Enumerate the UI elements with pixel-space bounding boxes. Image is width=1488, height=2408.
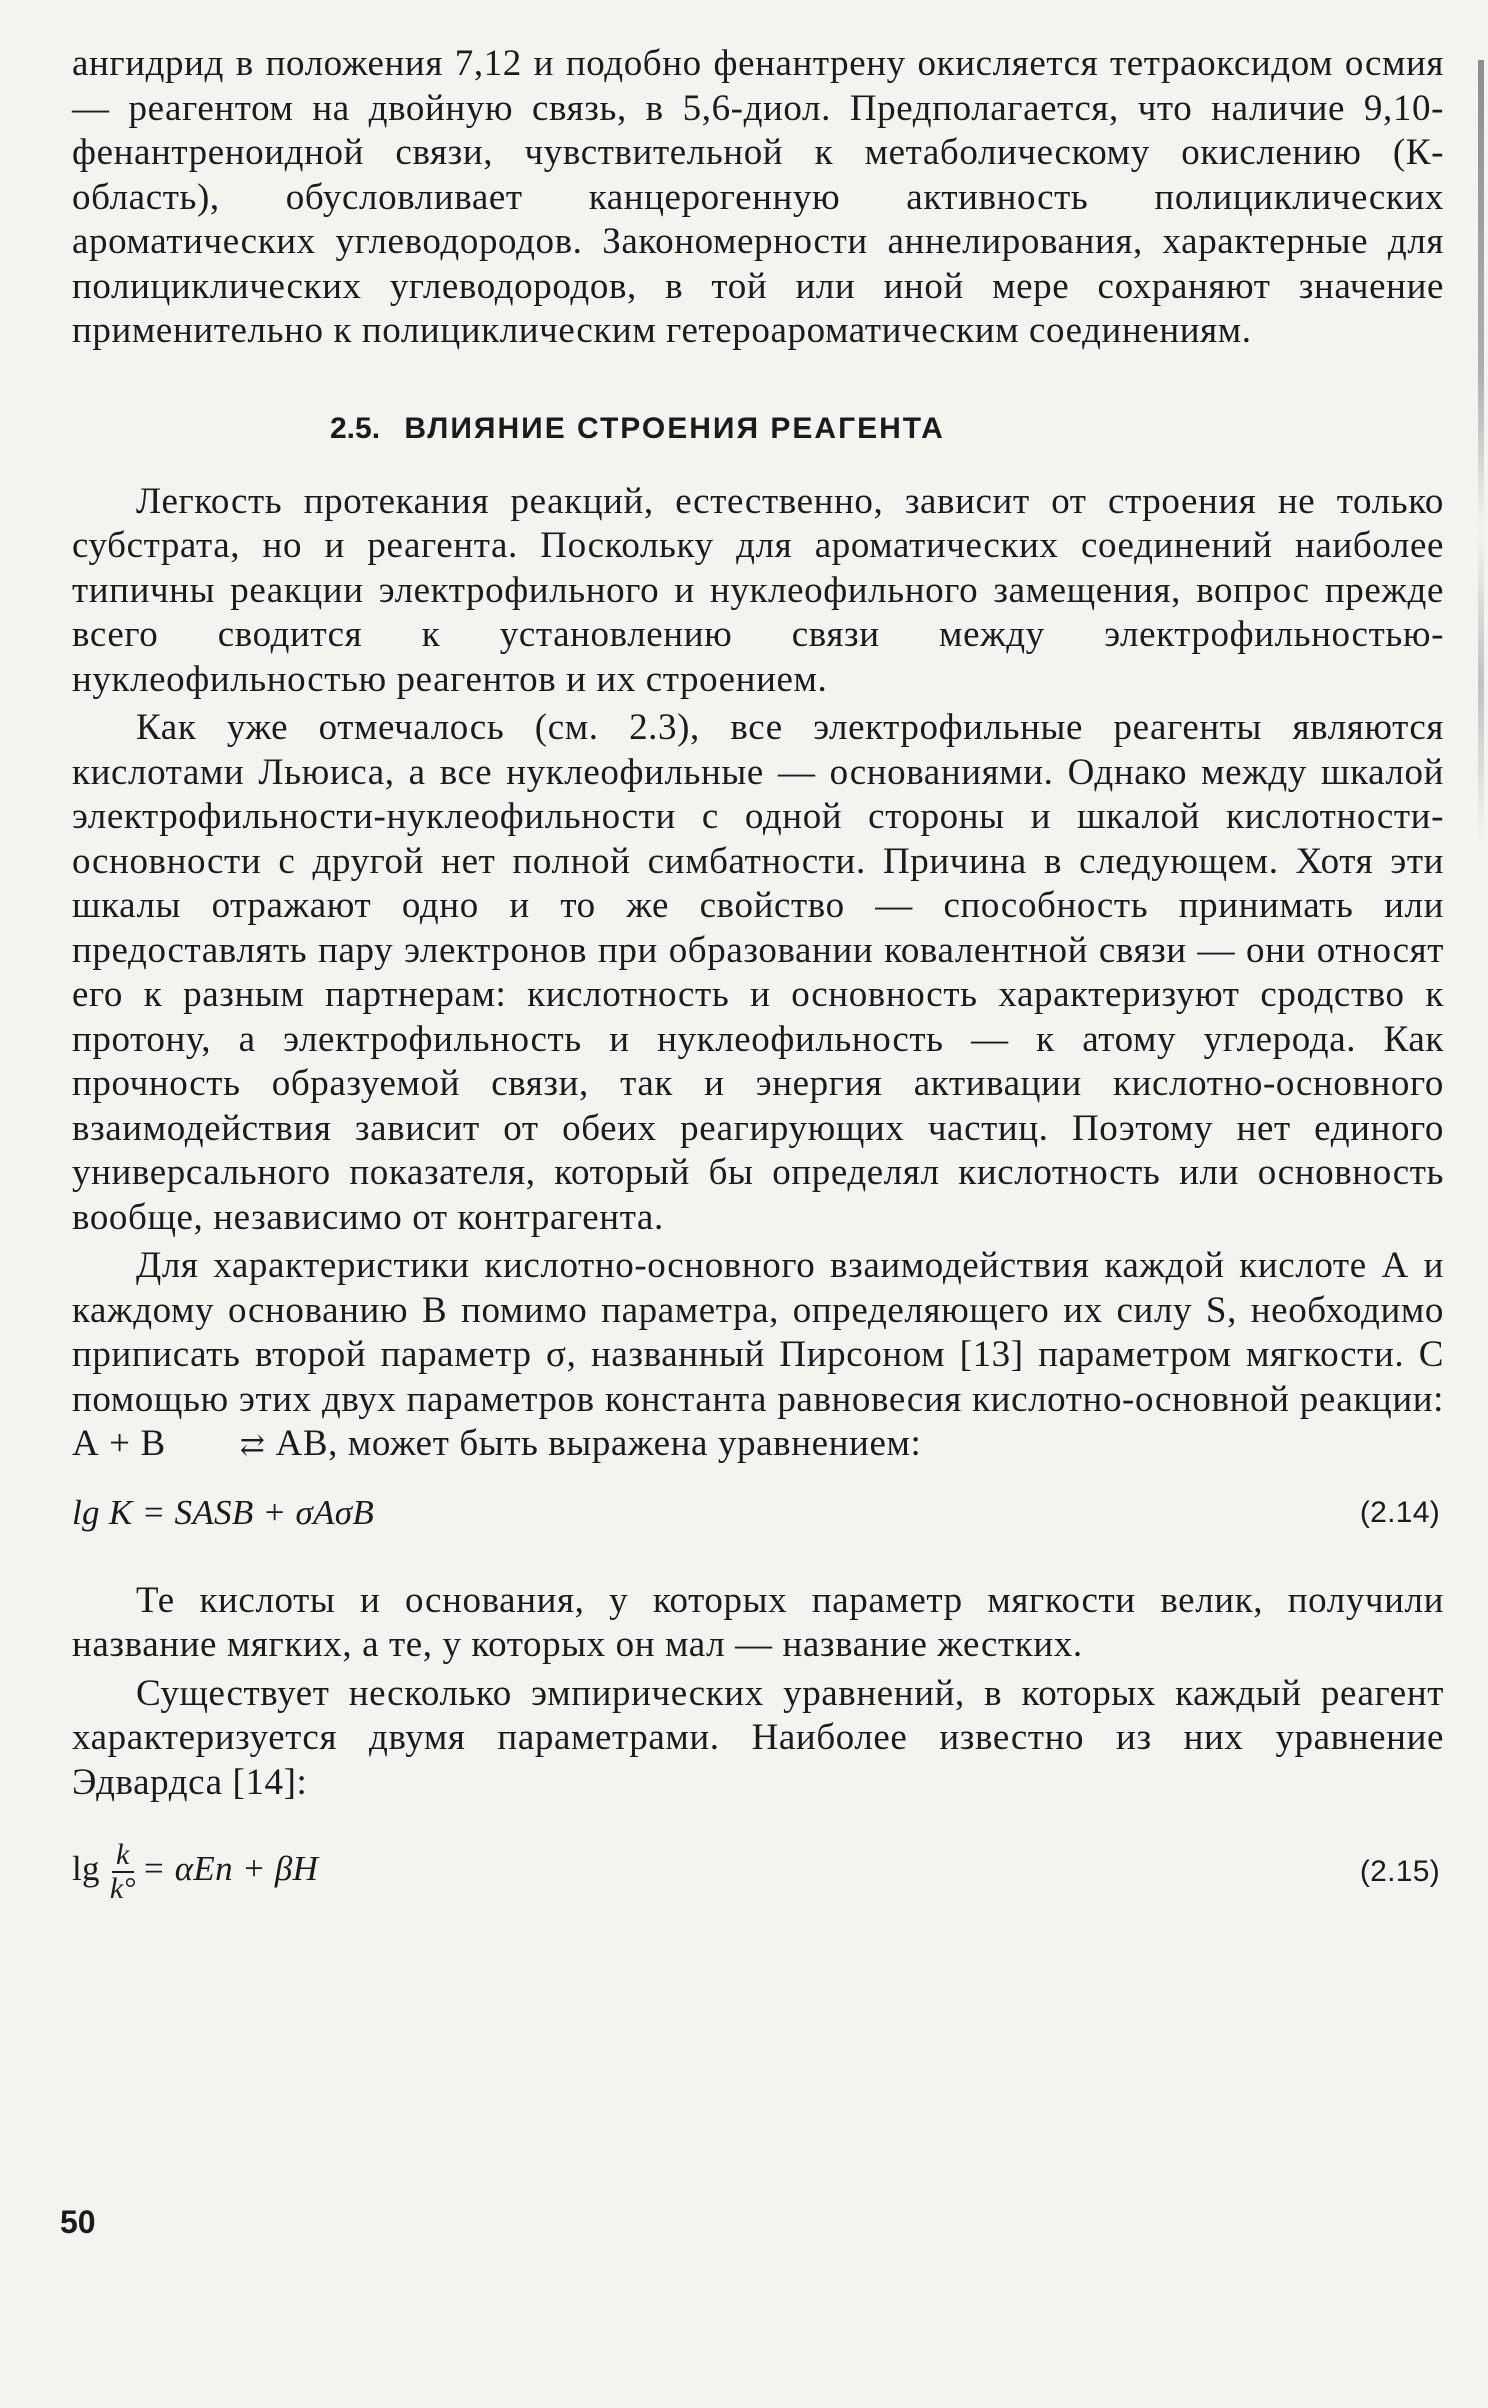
equation-2-15-expression — [72, 1839, 318, 1905]
paragraph-soft-hard: Те кислоты и основания, у которых параметр мягкости велик, получили название мягких, а те, у которых он мал — название жестких. — [72, 1579, 1444, 1666]
paragraph-intro: ангидрид в положения 7,12 и подобно фенантрену окисляется тетраоксидом осмия — реагентом на двойную связь, в 5,6-диол. Предполагается, что наличие 9,10-фенантреноидной связи, чувствительной к метаболическому окислению (К-область), обусловливает канцерогенную активность полициклических ароматических углеводородов. Закономерности аннелирования, характерные для полициклических углеводородов, в той или иной мере сохраняют значение применительно к полициклическим гетероароматическим соединениям. — [72, 43, 1444, 351]
equation-2-15-lg: lg — [72, 1849, 100, 1889]
paragraph-lewis-acids: Как уже отмечалось (см. 2.3), все электрофильные реагенты являются кислотами Льюиса, а все нуклеофильные — основаниями. Однако между шкалой электрофильности-нуклеофильности с одной стороны и шкалой кислотности-основности с другой нет полной симбатности. Причина в следующем. Хотя эти шкалы отражают одно и то же свойство — способность принимать или предоставлять пару электронов при образовании ковалентной связи — они относят его к разным партнерам: кислотность и основность характеризуют сродство к протону, а электрофильность и нуклеофильность — к атому углерода. Как прочность образуемой связи, так и энергия активации кислотно-основного взаимодействия зависит от обеих реагирующих частиц. Поэтому нет единого универсального показателя, который бы определял кислотность или основность вообще, независимо от контрагента. — [72, 707, 1444, 1238]
fraction — [110, 1839, 136, 1905]
page-number: 50 — [60, 2204, 96, 2240]
equation-2-15-rhs: = αEn + βH — [141, 1849, 319, 1889]
equilibrium-arrow-icon: ⇄ — [239, 1429, 266, 1463]
equation-2-14 — [72, 1493, 1444, 1533]
section-title: ВЛИЯНИЕ СТРОЕНИЯ РЕАГЕНТА — [404, 411, 945, 445]
pearson-text: Для характеристики кислотно-основного взаимодействия каждой кислоте А и каждому основанию В помимо параметра, определяющего их силу S, необходимо приписать второй параметр σ, названный Пирсоном [13] параметром мягкости. С помощью этих двух параметров константа равновесия кислотно-основной реакции: — [72, 1245, 1444, 1420]
reaction-left: А + В — [72, 1423, 166, 1464]
paragraph-edwards: Существует несколько эмпирических уравнений, в которых каждый реагент характеризуется двумя параметрами. Наиболее известно из них уравнение Эдвардса [14]: — [72, 1672, 1444, 1803]
section-number: 2.5. — [330, 411, 381, 445]
fraction-denominator: k° — [109, 1872, 136, 1906]
equation-2-15-label: (2.15) — [1359, 1855, 1440, 1889]
equation-2-15 — [72, 1835, 1444, 1909]
fraction-numerator: k — [112, 1839, 134, 1873]
reaction-right: АВ, может быть выражена уравнением: — [275, 1423, 922, 1464]
paragraph-reagent-structure: Легкость протекания реакций, естественно, зависит от строения не только субстрата, но и реагента. Поскольку для ароматических соединений наиболее типичны реакции электрофильного и нуклеофильного замещения, вопрос прежде всего сводится к установлению связи между электрофильностью-нуклеофильностью реагентов и их строением. — [72, 480, 1444, 700]
page-edge-shadow — [1478, 60, 1484, 840]
paragraph-pearson-softness — [72, 1244, 1444, 1469]
section-heading — [330, 412, 1444, 446]
equation-2-14-label: (2.14) — [1359, 1495, 1440, 1529]
equation-2-14-expression: lg K = SASB + σAσB — [72, 1492, 374, 1532]
page-body — [72, 42, 1444, 1909]
